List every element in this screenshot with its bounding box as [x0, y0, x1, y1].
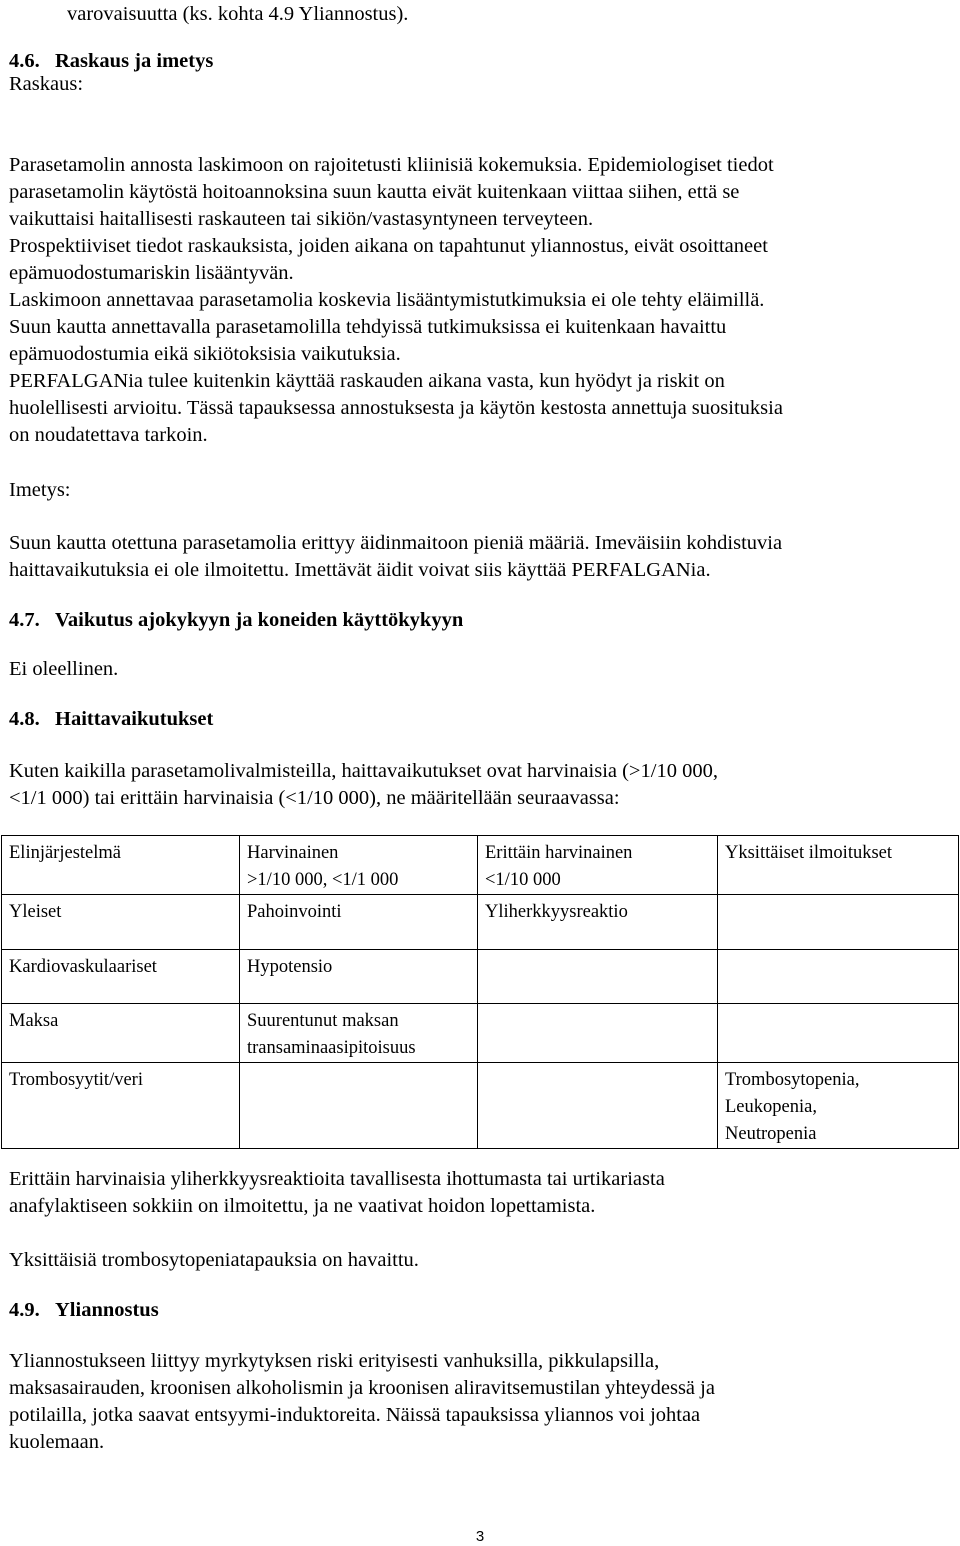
section-title: Vaikutus ajokykyyn ja koneiden käyttökykyyn — [55, 609, 464, 631]
section-heading-4-9 — [9, 1297, 159, 1324]
table-cell — [240, 950, 478, 1004]
table-header-cell — [478, 836, 718, 895]
table-cell — [240, 895, 478, 950]
table-cell — [240, 1063, 478, 1149]
table-cell — [240, 1004, 478, 1063]
pregnancy-label: Raskaus: — [9, 73, 84, 95]
table-cell — [2, 895, 240, 950]
cell-text: Trombosytopenia, — [725, 1070, 860, 1090]
table-cell — [478, 950, 718, 1004]
table-cell — [478, 895, 718, 950]
section-title: Haittavaikutukset — [55, 708, 214, 730]
text-line: Suun kautta annettavalla parasetamolilla tehdyissä tutkimuksissa ei kuitenkaan havaittu — [9, 316, 727, 338]
text-line: kuolemaan. — [9, 1431, 105, 1453]
text-line: epämuodostumariskin lisääntyvän. — [9, 262, 294, 284]
cell-text: Hypotensio — [247, 957, 333, 977]
table-cell — [2, 1063, 240, 1149]
table-cell — [718, 950, 959, 1004]
cell-text: Yliherkkyysreaktio — [485, 902, 628, 922]
table-cell — [718, 1063, 959, 1149]
cell-text: Leukopenia, — [725, 1097, 817, 1117]
text-line: Erittäin harvinaisia yliherkkyysreaktioita tavallisesta ihottumasta tai urtikariasta — [9, 1168, 665, 1190]
cell-text: Yleiset — [9, 902, 62, 922]
cell-text: Elinjärjestelmä — [9, 843, 121, 863]
text-line: haittavaikutuksia ei ole ilmoitettu. Imettävät äidit voivat siis käyttää PERFALGANia. — [9, 559, 711, 581]
table-cell — [478, 1063, 718, 1149]
continuation-line: varovaisuutta (ks. kohta 4.9 Yliannostus). — [67, 3, 409, 25]
cell-text: Pahoinvointi — [247, 902, 342, 922]
section-title: Yliannostus — [55, 1299, 159, 1321]
text-line: Laskimoon annettavaa parasetamolia koskevia lisääntymistutkimuksia ei ole tehty eläimillä. — [9, 289, 765, 311]
text-line: on noudatettava tarkoin. — [9, 424, 208, 446]
text-line: parasetamolin käytöstä hoitoannoksina suun kautta eivät kuitenkaan viittaa siihen, että se — [9, 181, 740, 203]
table-header-row — [2, 836, 959, 895]
text-line: vaikuttaisi haitallisesti raskauteen tai sikiön/vastasyntyneen terveyteen. — [9, 208, 594, 230]
cell-text: >1/10 000, <1/1 000 — [247, 870, 399, 890]
cell-text: Yksittäiset ilmoitukset — [725, 843, 893, 863]
table-header-cell — [2, 836, 240, 895]
lactation-paragraph — [9, 530, 954, 584]
table-header-cell — [718, 836, 959, 895]
text-line: <1/1 000) tai erittäin harvinaisia (<1/10 000), ne määritellään seuraavassa: — [9, 787, 620, 809]
section-number: 4.6. — [9, 50, 40, 72]
table-row — [2, 950, 959, 1004]
text-line: Parasetamolin annosta laskimoon on rajoitetusti kliinisiä kokemuksia. Epidemiologiset tiedot — [9, 154, 774, 176]
cell-text: Trombosyytit/veri — [9, 1070, 143, 1090]
section-number: 4.8. — [9, 708, 40, 730]
pregnancy-paragraph — [9, 152, 954, 449]
section-title: Raskaus ja imetys — [55, 50, 214, 72]
cell-text: Neutropenia — [725, 1124, 817, 1144]
section-4-7-text: Ei oleellinen. — [9, 658, 119, 680]
cell-text: Suurentunut maksan — [247, 1011, 399, 1031]
text-line: Suun kautta otettuna parasetamolia erittyy äidinmaitoon pieniä määriä. Imeväisiin kohdistuvia — [9, 532, 783, 554]
text-line: Kuten kaikilla parasetamolivalmisteilla, haittavaikutukset ovat harvinaisia (>1/10 000, — [9, 760, 718, 782]
after-table-paragraph — [9, 1166, 954, 1220]
cell-text: transaminaasipitoisuus — [247, 1038, 416, 1058]
text-line: Yliannostukseen liittyy myrkytyksen riski erityisesti vanhuksilla, pikkulapsilla, — [9, 1350, 660, 1372]
adverse-effects-table — [1, 835, 959, 1149]
table-header-cell — [240, 836, 478, 895]
thrombocytopenia-note: Yksittäisiä trombosytopeniatapauksia on havaittu. — [9, 1249, 419, 1271]
table-row — [2, 895, 959, 950]
section-number: 4.7. — [9, 609, 40, 631]
text-line: PERFALGANia tulee kuitenkin käyttää raskauden aikana vasta, kun hyödyt ja riskit on — [9, 370, 725, 392]
table-cell — [718, 1004, 959, 1063]
cell-text: Kardiovaskulaariset — [9, 957, 157, 977]
section-heading-4-8 — [9, 706, 213, 733]
table-cell — [718, 895, 959, 950]
section-heading-4-7 — [9, 607, 463, 634]
text-line: huolellisesti arvioitu. Tässä tapauksessa annostuksesta ja käytön kestosta annettuja suosituksia — [9, 397, 783, 419]
cell-text: Maksa — [9, 1011, 59, 1031]
overdose-paragraph — [9, 1348, 954, 1456]
page-number: 3 — [475, 1528, 485, 1545]
table-cell — [478, 1004, 718, 1063]
section-number: 4.9. — [9, 1299, 40, 1321]
table-row — [2, 1004, 959, 1063]
text-line: epämuodostumia eikä sikiötoksisia vaikutuksia. — [9, 343, 401, 365]
text-line: maksasairauden, kroonisen alkoholismin ja kroonisen aliravitsemustilan yhteydessä ja — [9, 1377, 715, 1399]
cell-text: Erittäin harvinainen — [485, 843, 633, 863]
table-cell — [2, 950, 240, 1004]
cell-text: <1/10 000 — [485, 870, 561, 890]
text-line: Prospektiiviset tiedot raskauksista, joiden aikana on tapahtunut yliannostus, eivät osoittaneet — [9, 235, 768, 257]
cell-text: Harvinainen — [247, 843, 339, 863]
table-cell — [2, 1004, 240, 1063]
section-4-8-intro — [9, 758, 954, 812]
lactation-label: Imetys: — [9, 479, 71, 501]
text-line: potilailla, jotka saavat entsyymi-induktoreita. Näissä tapauksissa yliannos voi johtaa — [9, 1404, 701, 1426]
text-line: anafylaktiseen sokkiin on ilmoitettu, ja ne vaativat hoidon lopettamista. — [9, 1195, 596, 1217]
table-row — [2, 1063, 959, 1149]
